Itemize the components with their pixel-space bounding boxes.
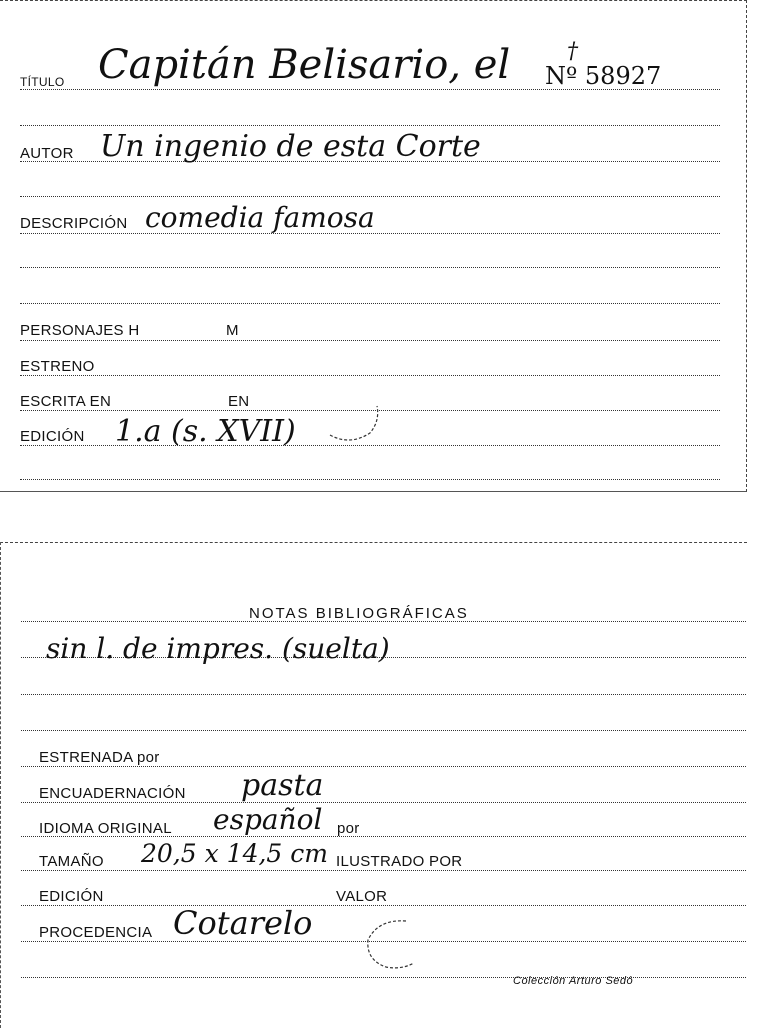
encuadernacion-rule (21, 802, 746, 803)
estrenada-label: ESTRENADA por (39, 749, 160, 766)
idioma-value: español (213, 803, 323, 836)
descripcion-label: DESCRIPCIÓN (20, 215, 128, 232)
catalog-card-back (0, 542, 747, 1028)
edicion-value: 1.a (s. XVII) (115, 414, 296, 449)
collection-footer: Colección Arturo Sedó (513, 975, 634, 987)
tamano-label: TAMAÑO (39, 853, 104, 870)
idioma-label: IDIOMA ORIGINAL (39, 820, 172, 837)
autor-label: AUTOR (20, 145, 74, 162)
rule (21, 977, 746, 978)
titulo-label: TÍTULO (20, 75, 65, 89)
rule (20, 125, 720, 126)
tamano-value: 20,5 x 14,5 cm (141, 839, 328, 868)
autor-value: Un ingenio de esta Corte (100, 129, 481, 164)
personajes-rule (20, 340, 720, 341)
edicion-label: EDICIÓN (20, 428, 85, 445)
encuadernacion-label: ENCUADERNACIÓN (39, 785, 186, 802)
valor-label: VALOR (336, 888, 388, 905)
estreno-rule (20, 375, 720, 376)
rule (21, 694, 746, 695)
notas-heading: NOTAS BIBLIOGRÁFICAS (249, 605, 469, 622)
edicion-label: EDICIÓN (39, 888, 104, 905)
rule (20, 196, 720, 197)
dagger-mark: † (567, 39, 578, 64)
catalog-card-front (0, 0, 747, 492)
rule (21, 730, 746, 731)
rule (21, 621, 746, 622)
rule (20, 267, 720, 268)
idioma-por-label: por (337, 820, 360, 837)
encuadernacion-value: pasta (241, 768, 324, 803)
procedencia-label: PROCEDENCIA (39, 924, 153, 941)
edicion-rule (21, 905, 746, 906)
titulo-value: Capitán Belisario, el (98, 42, 511, 88)
catalog-number: Nº 58927 (545, 62, 662, 90)
escrita-en-label: EN (228, 393, 250, 410)
tamano-rule (21, 870, 746, 871)
estrenada-rule (21, 766, 746, 767)
personajes-label: PERSONAJES H (20, 322, 140, 339)
notes-value: sin l. de impres. (suelta) (46, 632, 390, 665)
rule (20, 303, 720, 304)
descripcion-value: comedia famosa (145, 201, 375, 234)
personajes-m-label: M (226, 322, 239, 339)
estreno-label: ESTRENO (20, 358, 95, 375)
rule (20, 479, 720, 480)
escrita-label: ESCRITA EN (20, 393, 112, 410)
procedencia-value: Cotarelo (173, 904, 313, 942)
stamp-mark-icon (356, 915, 426, 975)
stamp-mark-icon (325, 401, 395, 451)
ilustrado-label: ILUSTRADO POR (336, 853, 463, 870)
